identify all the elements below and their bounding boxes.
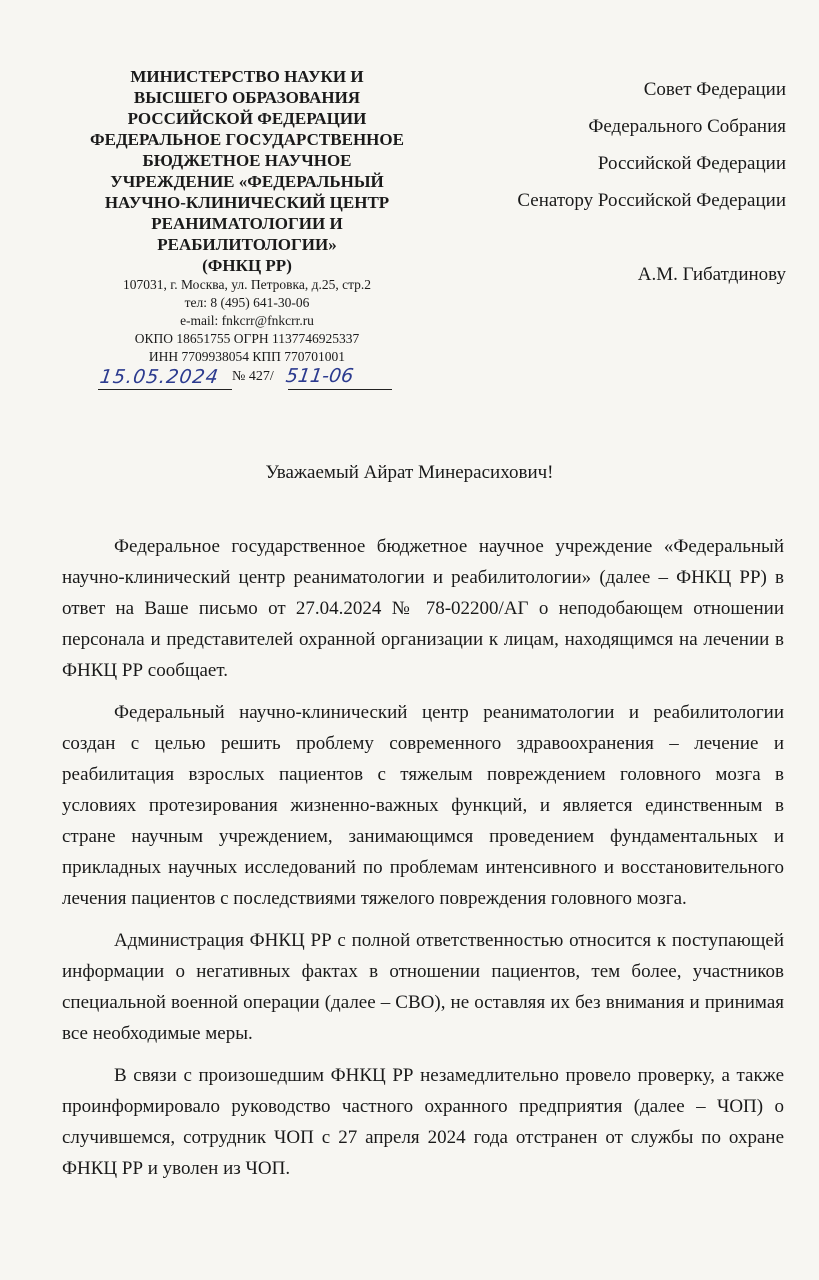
letterhead [62,66,432,392]
org-short-name: (ФНКЦ РР) [202,256,292,275]
org-inn-kpp: ИНН 7709938054 КПП 770701001 [148,349,346,364]
addressee-name: А.М. Гибатдинову [637,264,786,285]
org-line: ФЕДЕРАЛЬНОЕ ГОСУДАРСТВЕННОЕ [90,130,404,149]
org-okpo-ogrn: ОКПО 18651755 ОГРН 1137746925337 [134,331,360,346]
org-line: РОССИЙСКОЙ ФЕДЕРАЦИИ [127,109,367,128]
salutation: Уважаемый Айрат Минерасихович! [265,462,554,483]
addressee-block [426,71,786,293]
org-address: 107031, г. Москва, ул. Петровка, д.25, стр.2 [122,277,372,292]
org-line: ВЫСШЕГО ОБРАЗОВАНИЯ [133,88,361,107]
number-underline [288,389,392,390]
date-underline [98,389,232,390]
addressee-line: Сенатору Российской Федерации [517,190,786,211]
org-line: РЕАНИМАТОЛОГИИ И [151,214,343,233]
addressee-line: Российской Федерации [597,153,786,174]
addressee-line: Совет Федерации [643,79,786,100]
org-line: НАУЧНО-КЛИНИЧЕСКИЙ ЦЕНТР [104,193,390,212]
handwritten-date: 15.05.2024 [98,366,221,388]
org-phone: тел: 8 (495) 641-30-06 [184,295,310,310]
reference-line [62,366,432,392]
handwritten-reference-number: 511-06 [284,365,355,387]
body-paragraph: Федеральный научно-клинический центр реаниматологии и реабилитологии создан с целью решить проблему современного здравоохранения – лечение и реабилитация взрослых пациентов с тяжелым повреждением головного мозга в условиях протезирования жизненно-важных функций, и является единственным в стране научным учреждением, занимающимся проведением фундаментальных и прикладных научных исследований по проблемам интенсивного и восстановительного лечения пациентов с последствиями тяжелого повреждения головного мозга. [62,702,784,909]
org-line: МИНИСТЕРСТВО НАУКИ И [130,67,364,86]
org-line: РЕАБИЛИТОЛОГИИ» [157,235,337,254]
org-line: БЮДЖЕТНОЕ НАУЧНОЕ [142,151,352,170]
org-email: e-mail: fnkcrr@fnkcrr.ru [180,313,314,328]
reference-number-prefix: № 427/ [232,369,274,384]
addressee-line: Федерального Собрания [588,116,786,137]
letter-body [62,531,784,1195]
body-paragraph: Федеральное государственное бюджетное научное учреждение «Федеральный научно-клинический центр реаниматологии и реабилитологии» (далее – ФНКЦ РР) в ответ на Ваше письмо от 27.04.2024 № 78-02200/АГ о неподобающем отношении персонала и представителей охранной организации к лицам, находящимся на лечении в ФНКЦ РР сообщает. [62,536,784,681]
org-line: УЧРЕЖДЕНИЕ «ФЕДЕРАЛЬНЫЙ [110,172,384,191]
body-paragraph: Администрация ФНКЦ РР с полной ответственностью относится к поступающей информации о негативных фактах в отношении пациентов, тем более, участников специальной военной операции (далее – СВО), не оставляя их без внимания и принимая все необходимые меры. [62,930,784,1044]
body-paragraph: В связи с произошедшим ФНКЦ РР незамедлительно провело проверку, а также проинформировало руководство частного охранного предприятия (далее – ЧОП) о случившемся, сотрудник ЧОП с 27 апреля 2024 года отстранен от службы по охране ФНКЦ РР и уволен из ЧОП. [62,1065,784,1179]
